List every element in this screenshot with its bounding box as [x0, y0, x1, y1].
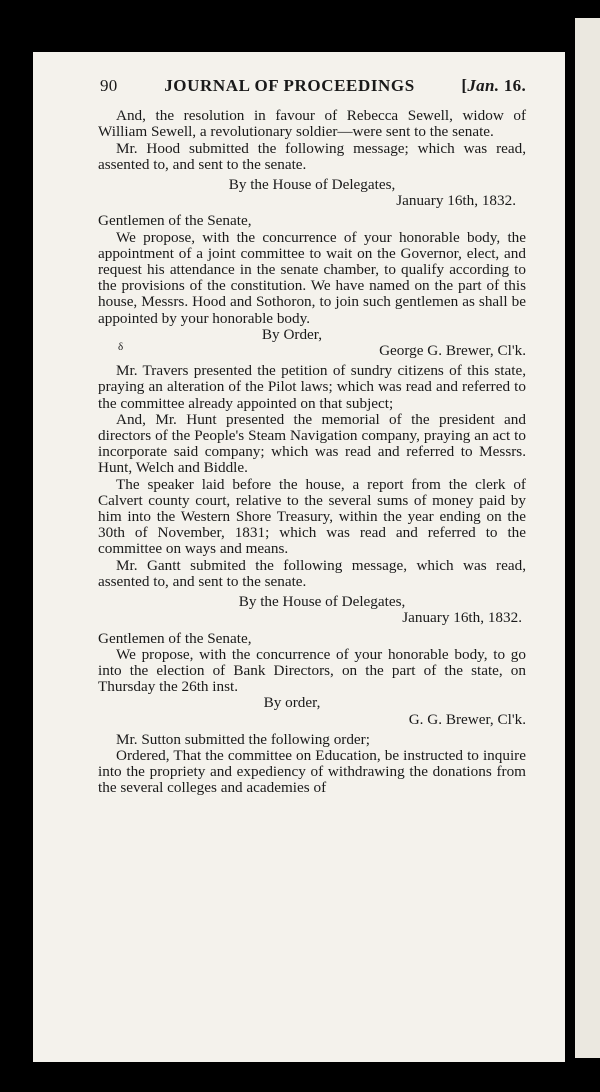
message1-by-order: By Order, [261, 325, 323, 343]
paragraph-sutton-order: Mr. Sutton submitted the following order; [116, 730, 370, 748]
paragraph-travers-petition: Mr. Travers presented the petition of sundry citizens of this state, praying an alteration of the Pilot laws; which was read and referred to the committee already appointed on that subject; [98, 362, 526, 412]
message2-body: We propose, with the concurrence of your honorable body, to go into the election of Bank Directors, on the part of the state, on Thursday the 26th inst. [98, 645, 526, 696]
paragraph-sewell-resolution: And, the resolution in favour of Rebecca Sewell, widow of William Sewell, a revolutionary soldier—were sent to the senate. [98, 107, 526, 141]
running-header [100, 78, 526, 94]
message1-from: By the House of Delegates, [228, 176, 396, 194]
adjacent-page-edge [575, 18, 600, 1058]
paragraph-education-order: Ordered, That the committee on Education, be instructed to inquire into the propriety and expediency of withdrawing the donations from the several colleges and academies of [98, 746, 526, 797]
page-number: 90 [100, 76, 118, 95]
message1-date: January 16th, 1832. [396, 192, 516, 210]
paragraph-calvert-report: The speaker laid before the house, a report from the clerk of Calvert county court, relative to the several sums of money paid by him into the Western Shore Treasury, within the year ending on the 30th of November, 1831; which was read and referred to the committee on ways and means. [98, 475, 526, 558]
message2-signature: G. G. Brewer, Cl'k. [408, 710, 526, 728]
paragraph-hood-message: Mr. Hood submitted the following message; which was read, assented to, and sent to the senate. [98, 139, 526, 173]
page-content [98, 78, 526, 797]
message2-by-order: By order, [263, 694, 321, 712]
header-date: [Jan. 16. [461, 76, 526, 95]
message2-from: By the House of Delegates, [238, 593, 406, 611]
message1-body: We propose, with the concurrence of your honorable body, the appointment of a joint committee to wait on the Governor, elect, and request his attendance in the senate chamber, to qualify according to the provisions of the constitution. We have named on the part of this house, Messrs. Hood and Sothoron, to join such gentlemen as shall be appointed by your honorable body. [98, 228, 526, 327]
journal-title: JOURNAL OF PROCEEDINGS [164, 76, 415, 95]
margin-mark: δ [118, 341, 124, 354]
message2-salutation: Gentlemen of the Senate, [98, 629, 252, 647]
paragraph-hunt-memorial: And, Mr. Hunt presented the memorial of the president and directors of the People's Steam Navigation company, praying an act to incorporate said company; which was read and referred to Messrs. Hunt, Welch and Biddle. [98, 410, 526, 477]
paragraph-gantt-message: Mr. Gantt submited the following message, which was read, assented to, and sent to the senate. [98, 556, 526, 590]
message2-date: January 16th, 1832. [402, 609, 522, 627]
message1-signature: George G. Brewer, Cl'k. [379, 342, 526, 360]
message1-salutation: Gentlemen of the Senate, [98, 212, 252, 230]
